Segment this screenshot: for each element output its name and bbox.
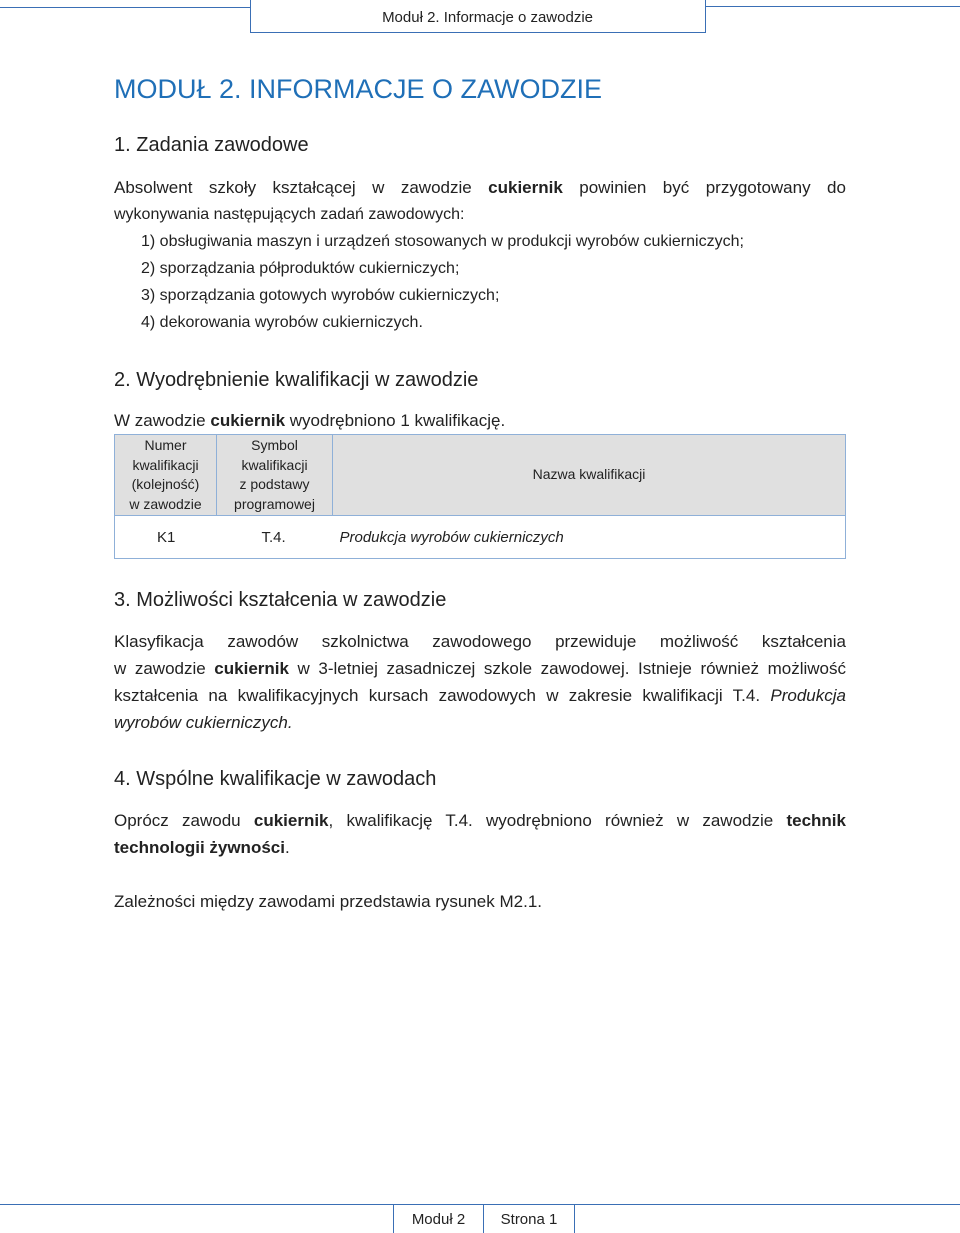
occupation-name: cukiernik — [488, 178, 563, 197]
list-item: 2) sporządzania półproduktów cukierniczych; — [141, 260, 460, 277]
section4-heading: 4. Wspólne kwalifikacje w zawodach — [114, 768, 437, 790]
list-item: 4) dekorowania wyrobów cukierniczych. — [141, 314, 423, 331]
running-header: Moduł 2. Informacje o zawodzie — [250, 0, 706, 33]
section3-line1: Klasyfikacja zawodów szkolnictwa zawodowego przewiduje możliwość kształcenia — [114, 632, 846, 651]
section2-lead: W zawodzie cukiernik wyodrębniono 1 kwalifikację. — [114, 411, 506, 430]
footer-rule-left — [0, 1204, 393, 1205]
section3-line3: kształcenia na kwalifikacyjnych kursach zawodowych w zakresie kwalifikacji T.4. Produkcja — [114, 686, 846, 705]
header-rule-left — [0, 0, 251, 8]
qualification-symbol: T.4. — [217, 516, 333, 559]
section3-heading: 3. Możliwości kształcenia w zawodzie — [114, 589, 447, 611]
page-title: MODUŁ 2. INFORMACJE O ZAWODZIE — [114, 74, 603, 104]
section1-intro-line1: Absolwent szkoły kształcącej w zawodzie cukiernik powinien być przygotowany do — [114, 178, 846, 197]
qualifications-table — [114, 434, 846, 559]
section1-intro-line2: wykonywania następujących zadań zawodowych: — [114, 206, 465, 223]
column-header-symbol: Symbol kwalifikacji z podstawy programowej — [217, 435, 333, 516]
footer-page-number: Strona 1 — [484, 1204, 575, 1233]
column-header-name: Nazwa kwalifikacji — [333, 435, 846, 516]
section1-heading: 1. Zadania zawodowe — [114, 134, 309, 156]
footer-module: Moduł 2 — [393, 1204, 484, 1233]
figure-reference: Zależności między zawodami przedstawia rysunek M2.1. — [114, 892, 543, 911]
table-row — [115, 516, 846, 559]
qualification-name: Produkcja wyrobów cukierniczych — [333, 516, 846, 559]
list-item: 3) sporządzania gotowych wyrobów cukierniczych; — [141, 287, 500, 304]
column-header-number: Numer kwalifikacji (kolejność) w zawodzie — [115, 435, 217, 516]
header-rule-right — [706, 6, 960, 7]
qualification-number: K1 — [115, 516, 217, 559]
footer-rule-right — [575, 1204, 960, 1205]
list-item: 1) obsługiwania maszyn i urządzeń stosowanych w produkcji wyrobów cukierniczych; — [141, 233, 744, 250]
section3-line4: wyrobów cukierniczych. — [114, 713, 293, 732]
section4-line2: technologii żywności. — [114, 838, 290, 857]
section2-heading: 2. Wyodrębnienie kwalifikacji w zawodzie — [114, 369, 479, 391]
section3-line2: w zawodzie cukiernik w 3-letniej zasadniczej szkole zawodowej. Istnieje również możliwość — [114, 659, 846, 678]
section4-line1: Oprócz zawodu cukiernik, kwalifikację T.4. wyodrębniono również w zawodzie technik — [114, 811, 846, 830]
task-list — [141, 228, 744, 336]
